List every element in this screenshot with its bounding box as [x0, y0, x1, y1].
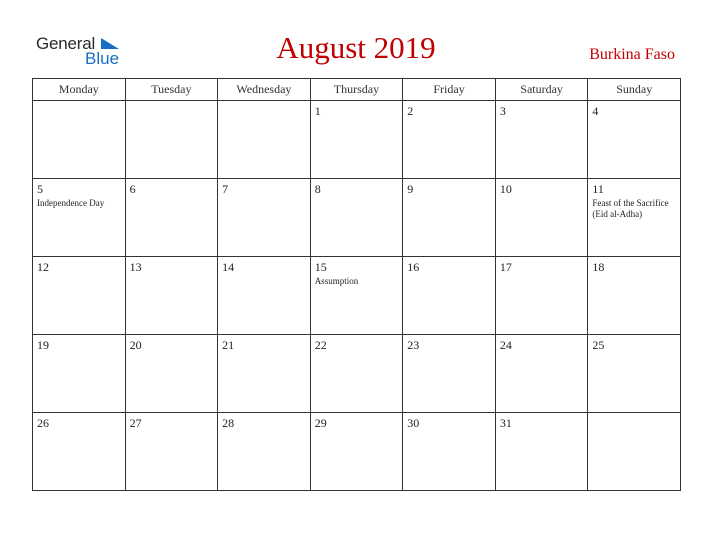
day-cell	[125, 413, 218, 491]
day-number: 6	[129, 182, 136, 196]
day-cell	[33, 257, 126, 335]
day-cell	[218, 257, 311, 335]
day-number: 17	[499, 260, 512, 274]
day-number: 19	[37, 338, 49, 352]
holiday-label: Independence Day	[37, 198, 105, 208]
day-number: 27	[129, 416, 142, 430]
day-number: 3	[499, 104, 506, 118]
day-number: 1	[314, 104, 321, 118]
day-cell	[495, 413, 588, 491]
page-title: August 2019	[276, 30, 436, 65]
day-number: 20	[129, 338, 142, 352]
logo-word-blue: Blue	[85, 49, 120, 68]
day-cell	[588, 335, 681, 413]
day-cell	[218, 335, 311, 413]
day-number: 23	[407, 338, 420, 352]
day-cell	[403, 335, 496, 413]
day-cell	[495, 335, 588, 413]
weekday-header: Sunday	[588, 79, 681, 101]
day-number: 14	[222, 260, 235, 274]
day-cell	[310, 101, 403, 179]
weekday-header: Thursday	[310, 79, 403, 101]
week-row	[33, 413, 681, 491]
day-cell	[588, 257, 681, 335]
day-cell	[310, 335, 403, 413]
day-number: 15	[314, 260, 327, 274]
day-number: 11	[592, 182, 604, 196]
weekday-header: Friday	[403, 79, 496, 101]
day-cell	[33, 179, 126, 257]
day-number: 26	[37, 416, 49, 430]
week-row	[33, 257, 681, 335]
day-number: 31	[499, 416, 512, 430]
day-cell	[588, 413, 681, 491]
week-row	[33, 101, 681, 179]
day-cell	[495, 257, 588, 335]
day-number: 18	[592, 260, 605, 274]
day-cell	[218, 101, 311, 179]
day-number: 9	[407, 182, 414, 196]
day-cell	[125, 257, 218, 335]
day-number: 25	[592, 338, 605, 352]
day-cell	[588, 179, 681, 257]
day-number: 21	[222, 338, 235, 352]
day-number: 29	[314, 416, 327, 430]
weekday-header: Wednesday	[218, 79, 311, 101]
day-cell	[588, 101, 681, 179]
day-cell	[33, 413, 126, 491]
day-number: 22	[314, 338, 327, 352]
day-number: 8	[314, 182, 321, 196]
day-number: 30	[407, 416, 420, 430]
day-cell	[403, 413, 496, 491]
day-cell	[403, 179, 496, 257]
day-number: 4	[592, 104, 599, 118]
day-number: 2	[407, 104, 414, 118]
day-cell	[495, 101, 588, 179]
week-row	[33, 335, 681, 413]
day-number: 13	[129, 260, 142, 274]
week-row	[33, 179, 681, 257]
day-cell	[218, 179, 311, 257]
day-cell	[218, 413, 311, 491]
day-number: 28	[222, 416, 235, 430]
day-cell	[310, 413, 403, 491]
day-number: 7	[222, 182, 229, 196]
day-cell	[495, 179, 588, 257]
day-number: 10	[499, 182, 512, 196]
day-cell	[310, 179, 403, 257]
day-cell	[403, 101, 496, 179]
weekday-header: Saturday	[495, 79, 588, 101]
holiday-label: Assumption	[314, 276, 359, 286]
weekday-header: Tuesday	[125, 79, 218, 101]
day-cell	[310, 257, 403, 335]
day-cell	[125, 179, 218, 257]
day-cell	[125, 335, 218, 413]
day-number: 16	[407, 260, 420, 274]
calendar-grid	[32, 78, 681, 491]
weekday-header: Monday	[33, 79, 126, 101]
day-cell	[403, 257, 496, 335]
day-cell	[33, 335, 126, 413]
country-name: Burkina Faso	[589, 46, 675, 63]
weekday-header-row	[33, 79, 681, 101]
logo-word-general: General	[36, 34, 96, 53]
holiday-label: Feast of the Sacrifice (Eid al-Adha)	[592, 198, 669, 219]
day-number: 5	[37, 182, 43, 196]
day-cell	[33, 101, 126, 179]
day-number: 12	[37, 260, 49, 274]
day-number: 24	[499, 338, 512, 352]
day-cell	[125, 101, 218, 179]
